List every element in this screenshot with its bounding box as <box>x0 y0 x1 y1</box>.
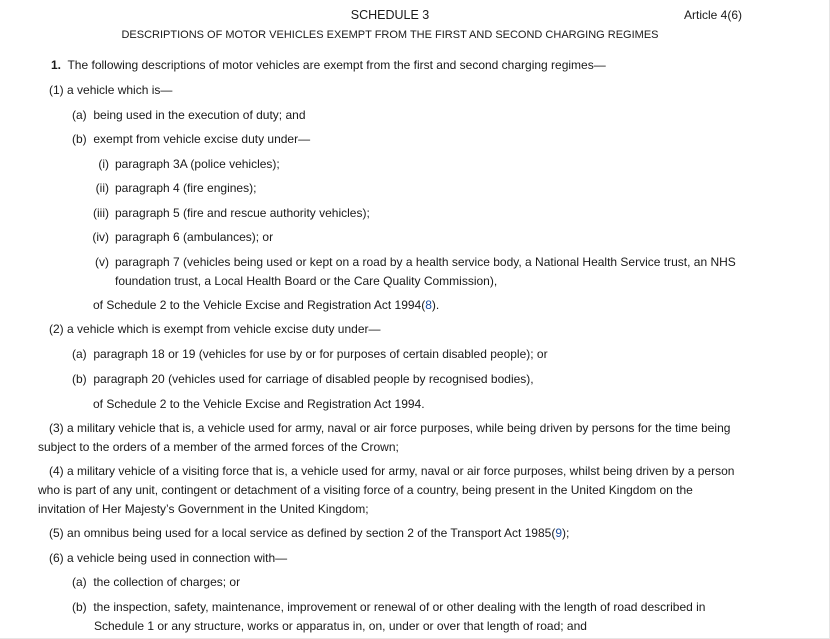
item-label: (a) <box>72 347 87 361</box>
item-text: paragraph 6 (ambulances); or <box>115 230 274 244</box>
item-text: a vehicle which is exempt from vehicle excise duty under— <box>67 322 381 336</box>
item-text: a vehicle which is— <box>67 83 173 97</box>
item-label: (ii) <box>95 181 109 195</box>
paragraph-1 <box>51 58 606 73</box>
article-reference: Article 4(6) <box>683 8 742 22</box>
item-label: (iii) <box>93 206 109 220</box>
item-text: exempt from vehicle excise duty under— <box>93 132 311 146</box>
item-1b-v <box>88 255 736 270</box>
item-label: (5) <box>49 526 64 540</box>
item-1b-v-continued: foundation trust, a Local Health Board or the Care Quality Commission), <box>115 274 498 288</box>
item-2 <box>49 322 381 337</box>
item-label: (6) <box>49 551 64 565</box>
item-label: (4) <box>49 464 64 478</box>
footnote-bracket: ( <box>421 298 426 312</box>
item-6 <box>49 551 287 566</box>
schedule-title: SCHEDULE 3 <box>350 8 430 22</box>
item-1 <box>49 83 172 98</box>
item-label: (b) <box>72 132 87 146</box>
footnote-link-9[interactable]: 9 <box>555 526 562 540</box>
item-4 <box>49 464 734 479</box>
item-1b-i <box>88 157 280 172</box>
item-1a <box>72 108 306 123</box>
item-text: paragraph 18 or 19 (vehicles for use by or for purposes of certain disabled people); or <box>93 347 548 361</box>
item-1-tail <box>93 298 439 313</box>
item-1b-iii <box>88 206 370 221</box>
footnote-bracket: ( <box>551 526 556 540</box>
item-text: paragraph 4 (fire engines); <box>115 181 257 195</box>
item-6a <box>72 575 240 590</box>
item-1b-iv <box>88 230 273 245</box>
item-6b-continued: Schedule 1 or any structure, works or apparatus in, on, under or over that length of road; and <box>94 619 587 633</box>
item-text-line: a military vehicle of a visiting force that is, a vehicle used for army, naval or air force purposes, whilst being driven by a person <box>67 464 735 478</box>
footnote-link-8[interactable]: 8 <box>425 298 432 312</box>
item-text-line: a military vehicle that is, a vehicle used for army, naval or air force purposes, while being driven by persons for the time being <box>67 421 731 435</box>
paragraph-number: 1. <box>51 58 62 72</box>
item-text-line: paragraph 7 (vehicles being used or kept on a road by a health service body, a National Health Service trust, an NHS <box>115 255 736 269</box>
item-text: a vehicle being used in connection with— <box>67 551 288 565</box>
paragraph-text: The following descriptions of motor vehicles are exempt from the first and second charging regimes— <box>67 58 606 72</box>
item-label: (v) <box>95 255 109 269</box>
item-text: paragraph 3A (police vehicles); <box>115 157 280 171</box>
item-2a <box>72 347 548 362</box>
item-text: the collection of charges; or <box>93 575 241 589</box>
item-label: (i) <box>98 157 109 171</box>
item-text: paragraph 5 (fire and rescue authority vehicles); <box>115 206 370 220</box>
item-3 <box>49 421 730 436</box>
item-label: (iv) <box>92 230 109 244</box>
item-label: (2) <box>49 322 64 336</box>
schedule-subtitle: DESCRIPTIONS OF MOTOR VEHICLES EXEMPT FROM THE FIRST AND SECOND CHARGING REGIMES <box>121 29 659 41</box>
item-4-continued: invitation of Her Majesty’s Government in the United Kingdom; <box>38 502 369 516</box>
item-2-tail: of Schedule 2 to the Vehicle Excise and Registration Act 1994. <box>93 397 425 411</box>
item-2b <box>72 372 534 387</box>
footnote-bracket: ). <box>431 298 440 312</box>
item-3-continued: subject to the orders of a member of the armed forces of the Crown; <box>38 440 399 454</box>
item-6b <box>72 600 705 615</box>
item-text: an omnibus being used for a local service as defined by section 2 of the Transport Act 1985 <box>67 526 552 540</box>
item-label: (a) <box>72 575 87 589</box>
item-text: being used in the execution of duty; and <box>93 108 306 122</box>
item-label: (3) <box>49 421 64 435</box>
item-text-line: the inspection, safety, maintenance, improvement or renewal of or other dealing with the length of road described in <box>93 600 706 614</box>
item-4-continued: who is part of any unit, contingent or detachment of a visiting force of a country, being present in the United Kingdom on the <box>38 483 693 497</box>
item-1b-ii <box>88 181 256 196</box>
footnote-bracket: ); <box>562 526 570 540</box>
item-label: (a) <box>72 108 87 122</box>
item-label: (1) <box>49 83 64 97</box>
item-label: (b) <box>72 600 87 614</box>
item-text: paragraph 20 (vehicles used for carriage of disabled people by recognised bodies), <box>93 372 534 386</box>
tail-text: of Schedule 2 to the Vehicle Excise and Registration Act 1994 <box>93 298 422 312</box>
item-label: (b) <box>72 372 87 386</box>
item-1b <box>72 132 310 147</box>
item-5 <box>49 526 569 541</box>
